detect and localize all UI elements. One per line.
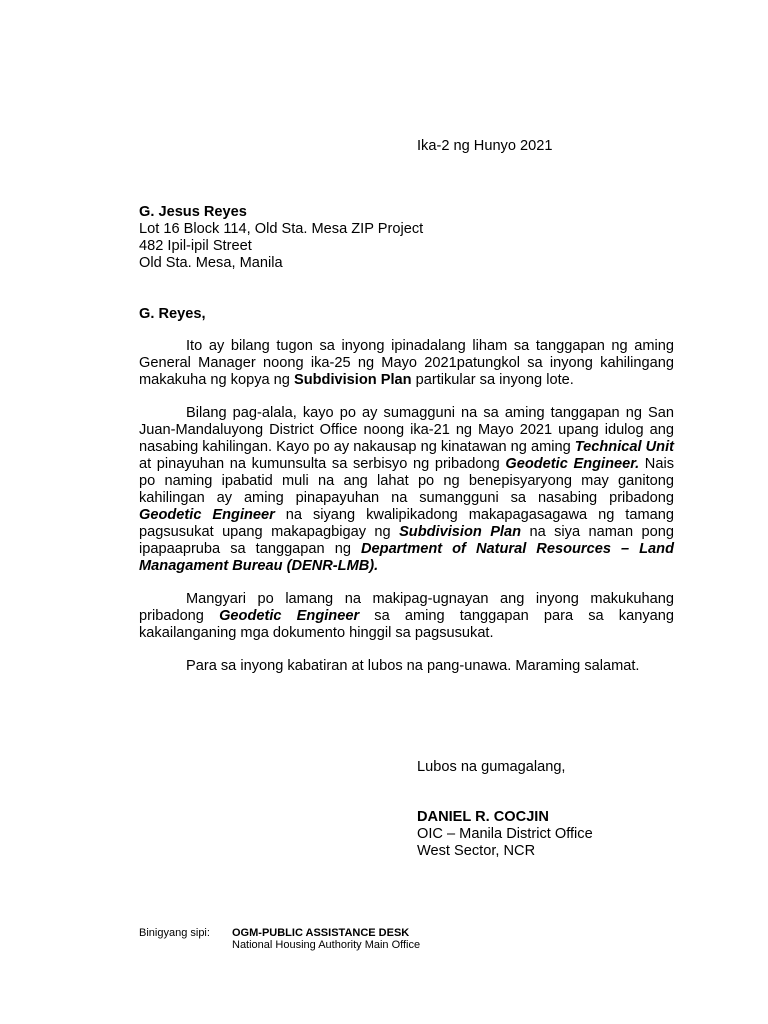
text-run: . bbox=[374, 558, 379, 574]
cc-recipient-line: National Housing Authority Main Office bbox=[232, 939, 421, 951]
letter-body bbox=[139, 338, 674, 691]
closing: Lubos na gumagalang, bbox=[417, 759, 566, 775]
emphasis-text: Geodetic Engineer bbox=[139, 507, 275, 523]
recipient-address-line: 482 Ipil-ipil Street bbox=[139, 238, 252, 254]
body-paragraph: Para sa inyong kabatiran at lubos na pang-unawa. Maraming salamat. bbox=[186, 658, 640, 674]
signatory-sector: West Sector, NCR bbox=[417, 843, 536, 859]
emphasis-text: Geodetic Engineer. bbox=[505, 456, 640, 472]
text-run: partikular sa inyong lote. bbox=[411, 372, 574, 388]
recipient-address-block bbox=[139, 204, 423, 272]
recipient-address-line: Lot 16 Block 114, Old Sta. Mesa ZIP Project bbox=[139, 221, 424, 237]
emphasis-text: Subdivision Plan bbox=[399, 524, 522, 540]
text-run: na siya naman pong ipapaapruba sa tanggapan ng bbox=[139, 524, 674, 557]
signatory-name: DANIEL R. COCJIN bbox=[417, 809, 549, 825]
text-run: at pinayuhan na kumunsulta sa serbisyo ng pribadong bbox=[139, 456, 506, 472]
text-run: Ito ay bilang tugon sa inyong ipinadalang liham sa tanggapan ng aming General Manager noong ika-25 ng Mayo 2021patungkol sa inyong kahilingang makakuha ng kopya ng bbox=[139, 338, 674, 388]
body-paragraph bbox=[139, 338, 674, 389]
recipient-name: G. Jesus Reyes bbox=[139, 204, 247, 220]
text-run: Bilang pag-alala, kayo po ay sumagguni na sa aming tanggapan ng San Juan-Mandaluyong District Office noong ika-21 ng Mayo 2021 upang idulog ang nasabing kahilingan. Kayo po ay nakausap ng kinatawan ng aming bbox=[139, 405, 674, 455]
text-run: Nais po naming ipabatid muli na ang lahat po ng benepisyaryong may ganitong kahilingan ay aming pinapayuhan na sumangguni sa nasabing pribadong bbox=[139, 456, 675, 506]
cc-label: Binigyang sipi: bbox=[139, 927, 210, 939]
salutation: G. Reyes, bbox=[139, 306, 206, 322]
recipient-address-line: Old Sta. Mesa, Manila bbox=[139, 255, 283, 271]
emphasis-text: Geodetic Engineer bbox=[219, 608, 360, 624]
letter-date: Ika-2 ng Hunyo 2021 bbox=[417, 138, 553, 154]
text-run: Mangyari po lamang na makipag-ugnayan ang inyong makukuhang pribadong bbox=[139, 591, 674, 624]
emphasis-text: Subdivision Plan bbox=[293, 372, 412, 388]
body-paragraph bbox=[139, 405, 674, 575]
signature-block bbox=[417, 809, 593, 860]
signatory-title: OIC – Manila District Office bbox=[417, 826, 593, 842]
cc-recipient-line: OGM-PUBLIC ASSISTANCE DESK bbox=[232, 927, 410, 939]
body-paragraph bbox=[139, 591, 674, 642]
text-run: na siyang kwalipikadong makapagasagawa ng tamang pagsusukat upang makapagbigay ng bbox=[139, 507, 674, 540]
emphasis-text: Department of Natural Resources – Land Managament Bureau (DENR-LMB) bbox=[139, 541, 675, 574]
emphasis-text: Technical Unit bbox=[574, 439, 674, 455]
text-run: sa aming tanggapan para sa kanyang kakailanganing mga dokumento hinggil sa pagsusukat. bbox=[139, 608, 674, 641]
